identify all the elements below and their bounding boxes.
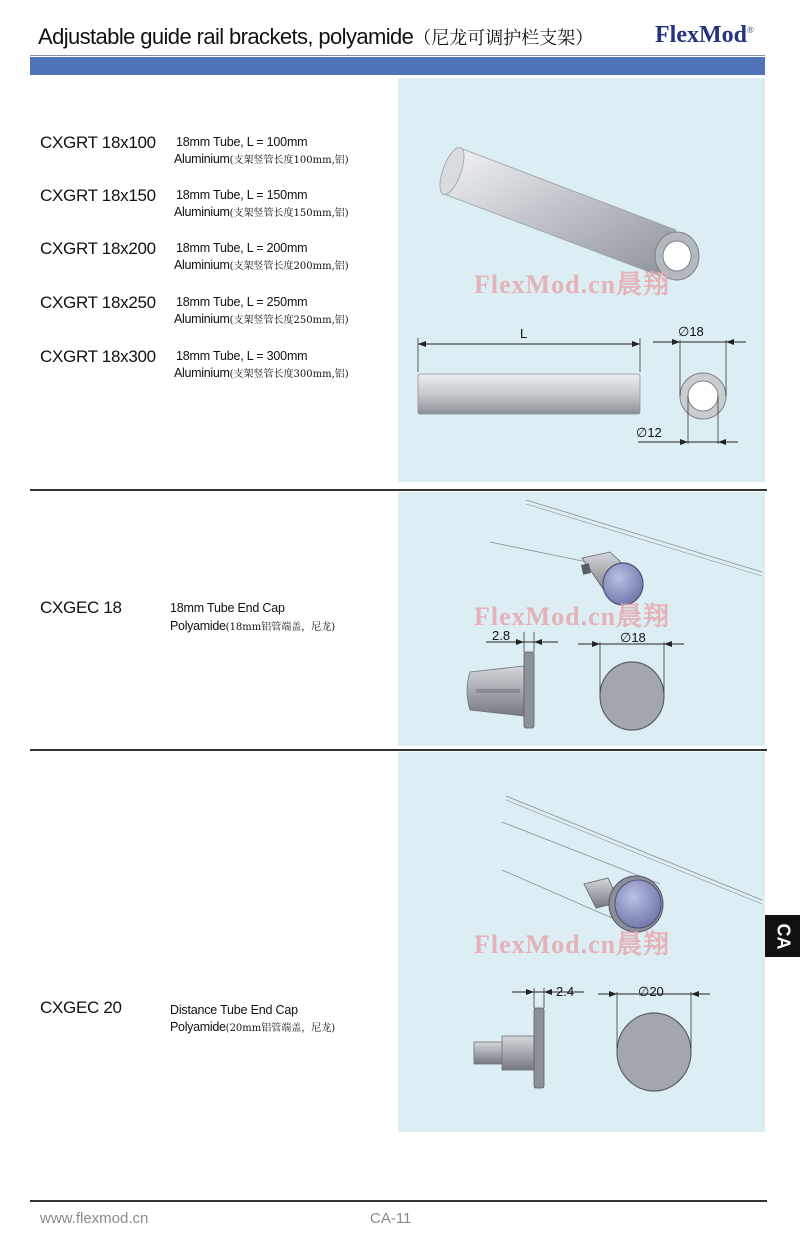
product-material <box>174 365 349 380</box>
material-text: Aluminium <box>174 205 230 219</box>
dim-diameter: ∅20 <box>638 984 664 999</box>
header-bar <box>30 57 765 75</box>
product-desc: 18mm Tube, L = 300mm <box>176 349 308 363</box>
brand-logo <box>655 22 754 49</box>
endcap18-image-panel <box>398 492 765 746</box>
dim-diameter: ∅18 <box>620 630 646 645</box>
material-text: Aluminium <box>174 312 230 326</box>
material-text: Polyamide <box>170 619 226 633</box>
product-code: CXGRT 18x150 <box>40 186 156 205</box>
product-code: CXGRT 18x100 <box>40 133 156 152</box>
material-note-cn: (支架竖管长度250mm,铝) <box>229 315 349 326</box>
product-code: CXGRT 18x300 <box>40 347 156 366</box>
product-material <box>170 1019 335 1034</box>
header-rule <box>30 55 765 56</box>
material-note-cn: (支架竖管长度150mm,铝) <box>229 208 349 219</box>
product-code: CXGRT 18x250 <box>40 293 156 312</box>
watermark: FlexMod.cn晨翔 <box>474 930 671 959</box>
product-material <box>174 204 349 219</box>
product-desc: 18mm Tube, L = 100mm <box>176 135 308 149</box>
product-desc: 18mm Tube, L = 200mm <box>176 241 308 255</box>
material-note-cn: (支架竖管长度300mm,铝) <box>229 369 349 380</box>
material-text: Polyamide <box>170 1020 226 1034</box>
material-note-cn: (支架竖管长度200mm,铝) <box>229 261 349 272</box>
material-note-cn: (18mm铝管端盖，尼龙) <box>225 622 336 633</box>
product-code: CXGRT 18x200 <box>40 239 156 258</box>
brand-name: FlexMod <box>655 22 747 48</box>
registered-mark: ® <box>746 25 754 35</box>
section-tab-label: CA <box>773 923 793 949</box>
material-text: Aluminium <box>174 366 230 380</box>
dim-inner-diameter: ∅12 <box>636 425 662 440</box>
material-text: Aluminium <box>174 152 230 166</box>
footer-url: www.flexmod.cn <box>40 1210 149 1227</box>
product-material <box>170 618 335 633</box>
page-title-text: Adjustable guide rail brackets, polyamide <box>38 24 414 49</box>
dim-width: 2.4 <box>556 984 575 999</box>
material-note-cn: (支架竖管长度100mm,铝) <box>229 155 349 166</box>
product-material <box>174 257 349 272</box>
endcap20-image-panel <box>398 752 765 1132</box>
page-title <box>38 24 593 50</box>
material-note-cn: (20mm铝管端盖，尼龙) <box>225 1023 336 1034</box>
product-desc: Distance Tube End Cap <box>170 1003 298 1017</box>
product-code: CXGEC 20 <box>40 998 122 1017</box>
product-material <box>174 311 349 326</box>
product-desc: 18mm Tube, L = 250mm <box>176 295 308 309</box>
page-number: CA-11 <box>370 1210 412 1227</box>
product-material <box>174 151 349 166</box>
material-text: Aluminium <box>174 258 230 272</box>
watermark: FlexMod.cn晨翔 <box>474 270 671 299</box>
section-divider <box>30 749 767 751</box>
tube-image-panel <box>398 78 765 482</box>
section-divider <box>30 489 767 491</box>
product-desc: 18mm Tube End Cap <box>170 601 285 615</box>
section-tab <box>765 915 800 957</box>
dim-width: 2.8 <box>492 628 511 643</box>
watermark: FlexMod.cn晨翔 <box>474 602 671 631</box>
page-title-cn: （尼龙可调护栏支架） <box>413 28 594 49</box>
product-desc: 18mm Tube, L = 150mm <box>176 188 308 202</box>
product-code: CXGEC 18 <box>40 598 122 617</box>
footer-rule <box>30 1200 767 1202</box>
dim-length: L <box>520 326 528 341</box>
dim-outer-diameter: ∅18 <box>678 324 704 339</box>
